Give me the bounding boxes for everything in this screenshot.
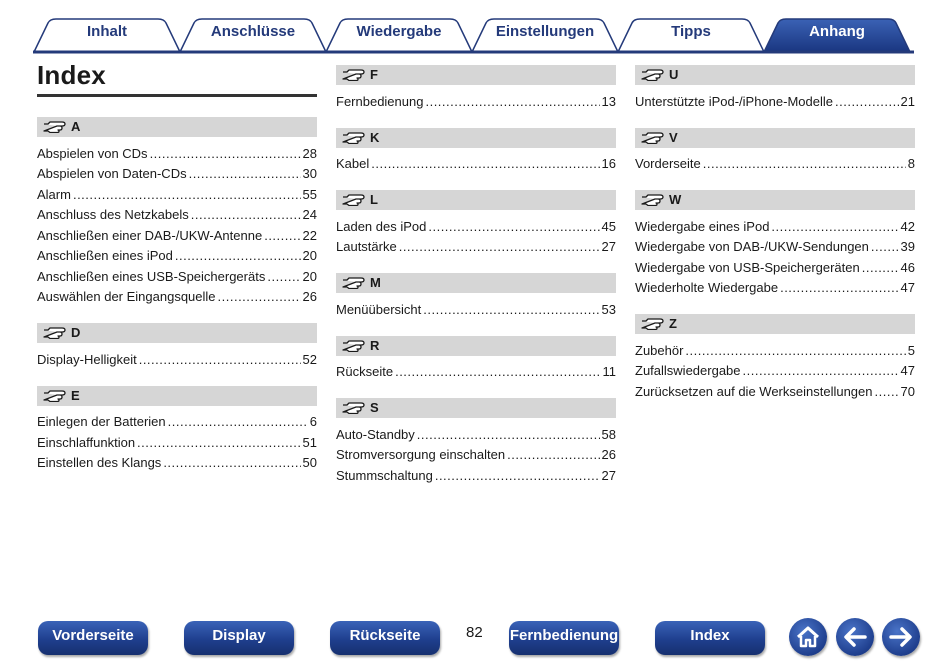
pointing-hand-icon bbox=[342, 277, 366, 289]
entry-page: 46 bbox=[900, 259, 915, 275]
index-entry[interactable] bbox=[37, 244, 317, 265]
section-header bbox=[336, 336, 616, 356]
index-entry[interactable] bbox=[336, 443, 616, 464]
entry-page: 13 bbox=[601, 93, 616, 109]
dot-leader bbox=[137, 435, 300, 451]
section-letter: U bbox=[669, 67, 679, 82]
nav-button-display[interactable]: Display bbox=[184, 621, 294, 655]
entry-term: Einschlaffunktion bbox=[37, 434, 136, 450]
dot-leader bbox=[218, 289, 301, 305]
entry-term: Fernbedienung bbox=[336, 93, 424, 109]
entry-page: 20 bbox=[302, 268, 317, 284]
entry-term: Auto-Standby bbox=[336, 426, 415, 442]
forward-button[interactable] bbox=[882, 618, 920, 656]
entry-term: Menüübersicht bbox=[336, 301, 422, 317]
entry-page: 42 bbox=[900, 218, 915, 234]
dot-leader bbox=[73, 187, 301, 203]
forward-arrow-icon bbox=[882, 618, 920, 656]
section-header bbox=[336, 190, 616, 210]
section-header bbox=[635, 128, 915, 148]
entry-page: 20 bbox=[302, 248, 317, 263]
section-letter: M bbox=[370, 275, 381, 290]
nav-button-rueckseite[interactable]: Rückseite bbox=[330, 621, 440, 655]
section-letter: V bbox=[669, 129, 678, 145]
chapter-tab-bar bbox=[0, 0, 950, 56]
dot-leader bbox=[395, 364, 600, 380]
entry-term: Abspielen von CDs bbox=[37, 145, 148, 161]
dot-leader bbox=[163, 455, 300, 471]
index-column-2 bbox=[336, 65, 616, 502]
entry-term: Zufallswiedergabe bbox=[635, 363, 741, 378]
index-section-a bbox=[37, 117, 317, 305]
index-section-s bbox=[336, 398, 616, 484]
dot-leader bbox=[428, 219, 599, 235]
section-letter: R bbox=[370, 337, 380, 353]
section-header bbox=[336, 65, 616, 85]
pointing-hand-icon bbox=[342, 194, 366, 206]
dot-leader bbox=[191, 207, 301, 223]
section-header bbox=[635, 314, 915, 334]
index-column-1 bbox=[37, 117, 317, 489]
pointing-hand-icon bbox=[342, 340, 366, 352]
entry-term: Auswählen der Eingangsquelle bbox=[37, 289, 216, 304]
page-title: Index bbox=[37, 60, 106, 90]
dot-leader bbox=[264, 228, 300, 244]
entry-page: 51 bbox=[302, 434, 317, 450]
page-number: 82 bbox=[466, 624, 483, 641]
entry-term: Rückseite bbox=[336, 364, 394, 379]
index-entry[interactable] bbox=[37, 410, 317, 431]
entry-page: 5 bbox=[907, 342, 915, 358]
dot-leader bbox=[150, 146, 301, 162]
entry-term: Zurücksetzen auf die Werkseinstellungen bbox=[635, 383, 873, 399]
index-entry[interactable] bbox=[336, 422, 616, 443]
entry-page: 27 bbox=[601, 239, 616, 254]
entry-page: 24 bbox=[302, 207, 317, 222]
dot-leader bbox=[168, 414, 308, 430]
section-letter: Z bbox=[669, 316, 677, 331]
section-letter: S bbox=[370, 400, 379, 415]
entry-page: 47 bbox=[900, 363, 915, 378]
index-section-r bbox=[336, 336, 616, 381]
index-entry[interactable] bbox=[336, 297, 616, 318]
section-header bbox=[336, 128, 616, 148]
entry-page: 52 bbox=[302, 351, 317, 367]
index-section-k bbox=[336, 128, 616, 173]
index-entry[interactable] bbox=[37, 285, 317, 306]
entry-page: 6 bbox=[309, 414, 317, 429]
dot-leader bbox=[399, 239, 600, 255]
entry-term: Abspielen von Daten-CDs bbox=[37, 166, 187, 181]
index-section-m bbox=[336, 273, 616, 318]
tab-wiedergabe[interactable]: Wiedergabe bbox=[356, 23, 442, 40]
pointing-hand-icon bbox=[641, 194, 665, 206]
dot-leader bbox=[175, 248, 301, 264]
index-entry[interactable] bbox=[336, 360, 616, 381]
index-entry[interactable] bbox=[635, 359, 915, 380]
index-entry[interactable] bbox=[635, 338, 915, 359]
tab-anschlüsse[interactable]: Anschlüsse bbox=[210, 23, 296, 40]
dot-leader bbox=[743, 363, 899, 379]
dot-leader bbox=[703, 156, 906, 172]
entry-term: Anschließen einer DAB-/UKW-Antenne bbox=[37, 227, 263, 243]
pointing-hand-icon bbox=[641, 132, 665, 144]
dot-leader bbox=[417, 427, 600, 443]
section-header bbox=[635, 65, 915, 85]
tab-anhang[interactable]: Anhang bbox=[809, 23, 865, 40]
index-entry[interactable] bbox=[635, 89, 915, 110]
index-column-3 bbox=[635, 65, 915, 418]
section-header bbox=[635, 190, 915, 210]
section-header bbox=[336, 398, 616, 418]
dot-leader bbox=[507, 447, 599, 463]
nav-button-vorderseite[interactable]: Vorderseite bbox=[38, 621, 148, 655]
index-entry[interactable] bbox=[635, 255, 915, 276]
index-section-f bbox=[336, 65, 616, 110]
dot-leader bbox=[780, 280, 898, 296]
entry-page: 11 bbox=[602, 364, 616, 379]
nav-button-index[interactable]: Index bbox=[655, 621, 765, 655]
index-entry[interactable] bbox=[336, 235, 616, 256]
entry-page: 45 bbox=[601, 218, 616, 234]
index-section-u bbox=[635, 65, 915, 110]
title-underline bbox=[37, 94, 317, 97]
index-entry[interactable] bbox=[635, 379, 915, 400]
dot-leader bbox=[139, 352, 301, 368]
entry-page: 47 bbox=[900, 280, 915, 295]
entry-term: Wiedergabe von USB-Speichergeräten bbox=[635, 259, 860, 275]
entry-page: 70 bbox=[900, 383, 915, 399]
home-icon bbox=[789, 618, 827, 656]
entry-page: 55 bbox=[302, 186, 317, 202]
entry-term: Lautstärke bbox=[336, 239, 397, 254]
index-entry[interactable] bbox=[37, 203, 317, 224]
tab-einstellungen[interactable]: Einstellungen bbox=[495, 23, 595, 40]
pointing-hand-icon bbox=[43, 390, 67, 402]
dot-leader bbox=[267, 269, 300, 285]
entry-page: 50 bbox=[302, 455, 317, 470]
dot-leader bbox=[371, 156, 599, 172]
pointing-hand-icon bbox=[641, 318, 665, 330]
index-entry[interactable] bbox=[37, 264, 317, 285]
entry-term: Alarm bbox=[37, 186, 71, 202]
index-section-d bbox=[37, 323, 317, 368]
entry-page: 21 bbox=[900, 93, 915, 109]
entry-term: Einlegen der Batterien bbox=[37, 414, 166, 429]
entry-term: Vorderseite bbox=[635, 156, 701, 171]
pointing-hand-icon bbox=[342, 132, 366, 144]
dot-leader bbox=[685, 343, 905, 359]
dot-leader bbox=[189, 166, 301, 182]
section-letter: A bbox=[71, 119, 81, 134]
index-section-w bbox=[635, 190, 915, 296]
entry-page: 30 bbox=[302, 166, 317, 181]
index-entry[interactable] bbox=[37, 347, 317, 368]
dot-leader bbox=[425, 94, 599, 110]
entry-page: 26 bbox=[302, 289, 317, 304]
nav-button-fernbedienung[interactable]: Fernbedienung bbox=[509, 621, 619, 655]
entry-term: Zubehör bbox=[635, 342, 684, 358]
dot-leader bbox=[423, 302, 599, 318]
index-entry[interactable] bbox=[336, 214, 616, 235]
tab-inhalt[interactable]: Inhalt bbox=[87, 23, 127, 40]
entry-term: Display-Helligkeit bbox=[37, 351, 137, 367]
entry-page: 27 bbox=[601, 467, 616, 483]
entry-term: Unterstützte iPod-/iPhone-Modelle bbox=[635, 93, 833, 109]
section-letter: D bbox=[71, 325, 81, 340]
entry-term: Wiedergabe eines iPod bbox=[635, 218, 770, 234]
section-header bbox=[37, 323, 317, 343]
entry-term: Einstellen des Klangs bbox=[37, 455, 162, 470]
back-arrow-icon bbox=[836, 618, 874, 656]
dot-leader bbox=[835, 94, 899, 110]
section-header bbox=[336, 273, 616, 293]
dot-leader bbox=[862, 260, 899, 276]
pointing-hand-icon bbox=[641, 69, 665, 81]
section-header bbox=[37, 386, 317, 406]
back-button[interactable] bbox=[836, 618, 874, 656]
section-letter: E bbox=[71, 387, 80, 403]
pointing-hand-icon bbox=[43, 327, 67, 339]
index-section-l bbox=[336, 190, 616, 255]
entry-page: 22 bbox=[302, 227, 317, 243]
dot-leader bbox=[871, 239, 899, 255]
entry-page: 8 bbox=[907, 156, 915, 171]
index-entry[interactable] bbox=[37, 451, 317, 472]
section-letter: F bbox=[370, 67, 378, 82]
entry-term: Anschließen eines iPod bbox=[37, 248, 173, 263]
tab-tipps[interactable]: Tipps bbox=[671, 23, 711, 40]
index-entry[interactable] bbox=[37, 162, 317, 183]
index-entry[interactable] bbox=[336, 152, 616, 173]
entry-page: 26 bbox=[601, 447, 616, 462]
entry-term: Anschließen eines USB-Speichergeräts bbox=[37, 268, 266, 284]
entry-term: Stummschaltung bbox=[336, 467, 433, 483]
pointing-hand-icon bbox=[342, 402, 366, 414]
entry-term: Kabel bbox=[336, 156, 370, 171]
index-entry[interactable] bbox=[635, 152, 915, 173]
index-section-z bbox=[635, 314, 915, 400]
entry-term: Anschluss des Netzkabels bbox=[37, 207, 189, 222]
index-entry[interactable] bbox=[635, 235, 915, 256]
index-entry[interactable] bbox=[37, 141, 317, 162]
index-entry[interactable] bbox=[336, 89, 616, 110]
index-entry[interactable] bbox=[635, 276, 915, 297]
index-entry[interactable] bbox=[635, 214, 915, 235]
entry-page: 53 bbox=[601, 301, 616, 317]
index-entry[interactable] bbox=[37, 430, 317, 451]
section-header bbox=[37, 117, 317, 137]
index-section-e bbox=[37, 386, 317, 472]
entry-term: Stromversorgung einschalten bbox=[336, 447, 506, 462]
section-letter: W bbox=[669, 192, 682, 207]
home-button[interactable] bbox=[789, 618, 827, 656]
entry-page: 39 bbox=[900, 239, 915, 254]
dot-leader bbox=[771, 219, 898, 235]
dot-leader bbox=[435, 468, 600, 484]
index-entry[interactable] bbox=[336, 463, 616, 484]
pointing-hand-icon bbox=[43, 121, 67, 133]
entry-page: 28 bbox=[302, 145, 317, 161]
section-letter: K bbox=[370, 129, 380, 145]
entry-term: Laden des iPod bbox=[336, 218, 427, 234]
index-entry[interactable] bbox=[37, 182, 317, 203]
dot-leader bbox=[875, 384, 899, 400]
entry-term: Wiederholte Wiedergabe bbox=[635, 280, 779, 295]
index-entry[interactable] bbox=[37, 223, 317, 244]
entry-page: 58 bbox=[601, 426, 616, 442]
index-section-v bbox=[635, 128, 915, 173]
section-letter: L bbox=[370, 192, 378, 207]
entry-term: Wiedergabe von DAB-/UKW-Sendungen bbox=[635, 239, 869, 254]
pointing-hand-icon bbox=[342, 69, 366, 81]
entry-page: 16 bbox=[601, 156, 616, 171]
